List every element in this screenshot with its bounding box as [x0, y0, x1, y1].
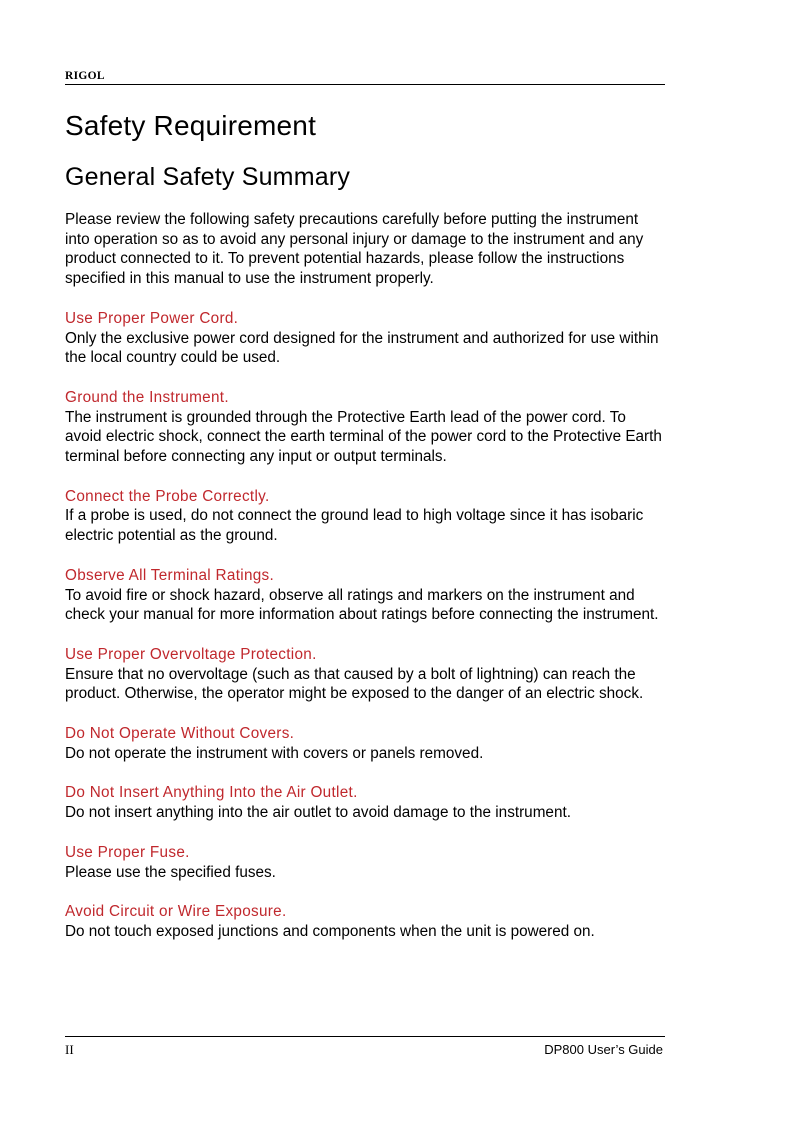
- rule-heading: Observe All Terminal Ratings.: [65, 566, 275, 584]
- running-footer: [65, 1036, 665, 1059]
- rule-text: Only the exclusive power cord designed for the instrument and authorized for use within the local country could be used.: [65, 329, 659, 367]
- safety-rule-covers: [65, 724, 665, 763]
- rule-heading: Do Not Operate Without Covers.: [65, 725, 295, 743]
- rule-text: Do not insert anything into the air outlet to avoid damage to the instrument.: [65, 804, 571, 822]
- safety-rule-ground: [65, 388, 665, 467]
- rule-text: If a probe is used, do not connect the ground lead to high voltage since it has isobaric electric potential as the ground.: [65, 507, 644, 545]
- rule-text: To avoid fire or shock hazard, observe all ratings and markers on the instrument and check your manual for more information about ratings before connecting the instrument.: [65, 586, 659, 624]
- chapter-title: Safety Requirement: [65, 110, 317, 141]
- safety-rule-air-outlet: [65, 783, 665, 822]
- safety-rule-terminal-ratings: [65, 566, 665, 625]
- rule-heading: Ground the Instrument.: [65, 388, 229, 406]
- rule-heading: Use Proper Overvoltage Protection.: [65, 645, 317, 663]
- document-title: DP800 User’s Guide: [544, 1042, 663, 1057]
- rule-heading: Avoid Circuit or Wire Exposure.: [65, 903, 287, 921]
- safety-rule-overvoltage: [65, 645, 665, 704]
- safety-rule-wire-exposure: [65, 902, 665, 941]
- rule-text: Please use the specified fuses.: [65, 863, 276, 881]
- safety-rule-power-cord: [65, 309, 665, 368]
- rule-heading: Connect the Probe Correctly.: [65, 487, 270, 505]
- rule-text: The instrument is grounded through the Protective Earth lead of the power cord. To avoid electric shock, connect the earth terminal of the power cord to the Protective Earth terminal before connecting any input or output terminals.: [65, 408, 662, 466]
- safety-content: [65, 210, 665, 962]
- rule-text: Do not touch exposed junctions and components when the unit is powered on.: [65, 922, 595, 940]
- running-header: [65, 66, 665, 85]
- document-page: [65, 0, 665, 1122]
- section-title: General Safety Summary: [65, 163, 351, 191]
- brand-logo-text: RIGOL: [65, 70, 105, 82]
- rule-text: Ensure that no overvoltage (such as that caused by a bolt of lightning) can reach the product. Otherwise, the operator might be exposed to the danger of an electric shock.: [65, 665, 644, 703]
- safety-rule-probe: [65, 487, 665, 546]
- rule-heading: Do Not Insert Anything Into the Air Outlet.: [65, 784, 358, 802]
- rule-heading: Use Proper Power Cord.: [65, 309, 239, 327]
- rule-heading: Use Proper Fuse.: [65, 843, 190, 861]
- intro-paragraph: Please review the following safety precautions carefully before putting the instrument into operation so as to avoid any personal injury or damage to the instrument and any product connected to it. To prevent potential hazards, please follow the instructions specified in this manual to use the instrument properly.: [65, 211, 644, 288]
- page-number: II: [65, 1042, 74, 1057]
- rule-text: Do not operate the instrument with covers or panels removed.: [65, 744, 484, 762]
- safety-rule-fuse: [65, 843, 665, 882]
